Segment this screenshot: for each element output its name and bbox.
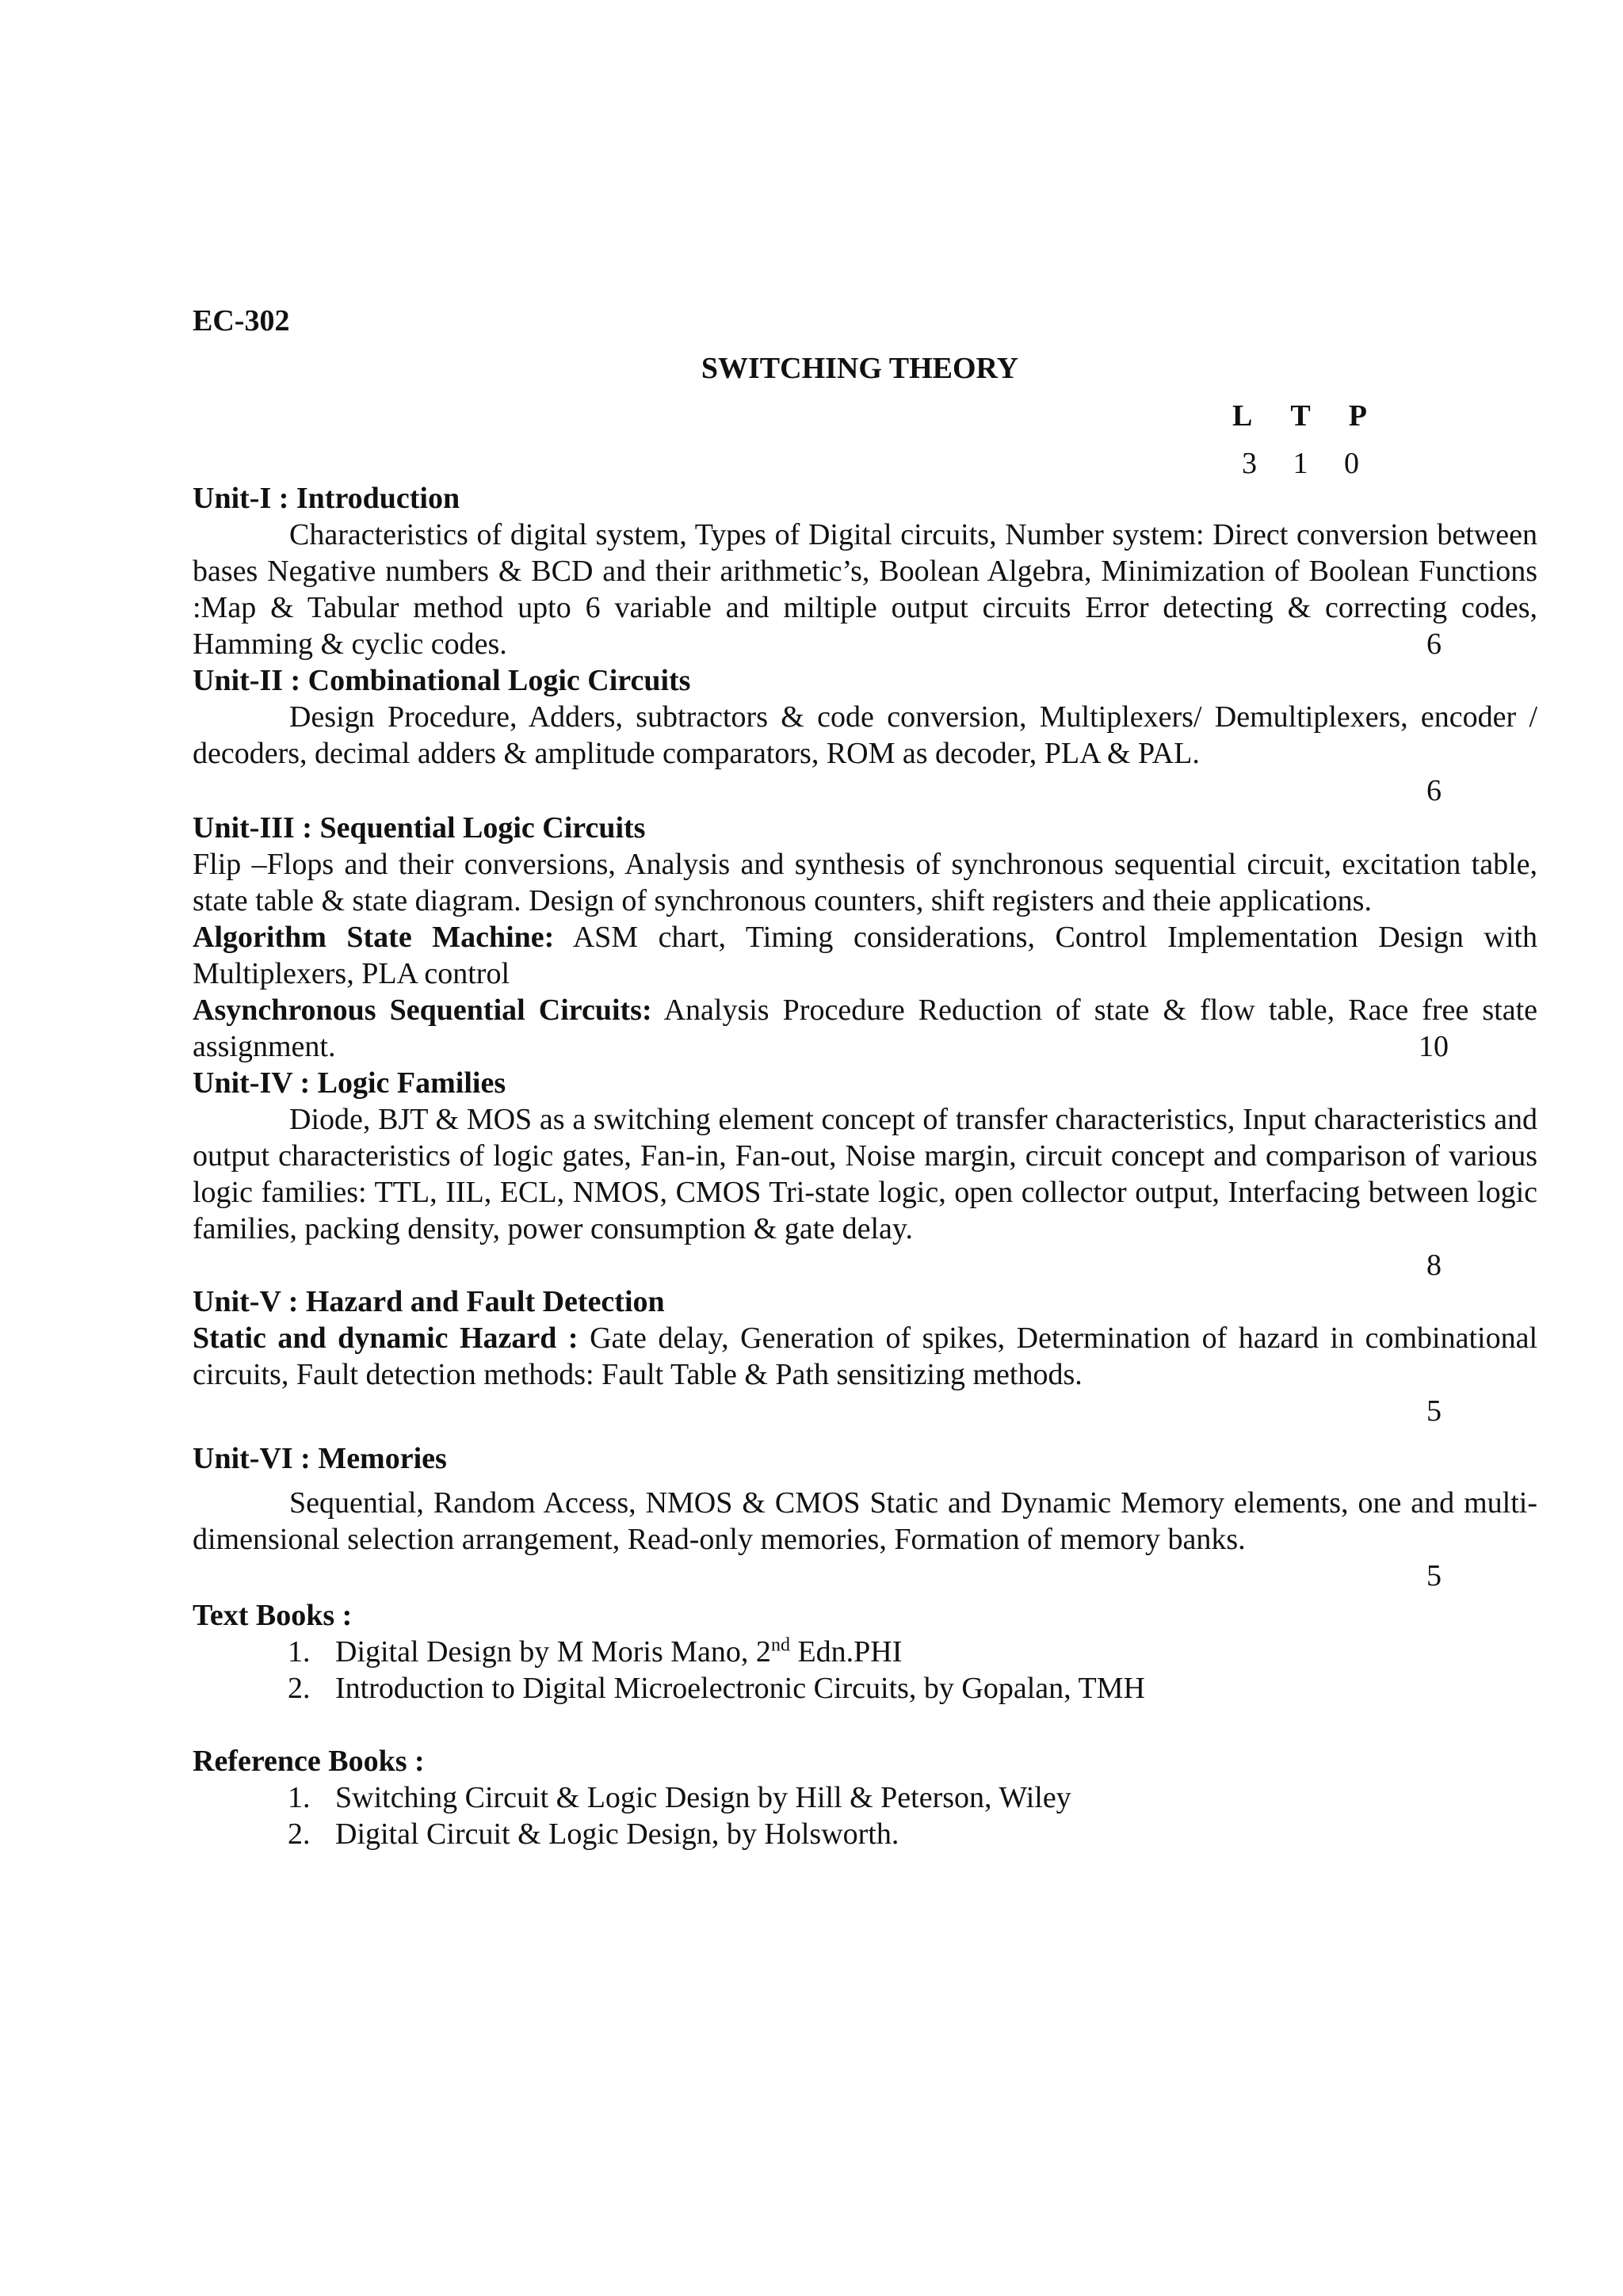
ltp-value-t: 1: [1293, 447, 1308, 480]
ltp-values: [1242, 445, 1359, 482]
unit-6: [193, 1440, 1537, 1558]
unit-hours: 10: [1419, 1030, 1449, 1063]
unit-4: [193, 1065, 1537, 1247]
subsection-text: ASM chart, Timing considerations, Control Implementation Design with Multiplexers, PLA control: [193, 921, 1537, 990]
unit-hours: 6: [1426, 627, 1442, 661]
unit-subsection: [193, 919, 1537, 992]
subsection-text: Analysis Procedure Reduction of state & flow table, Race free state assignment.: [193, 994, 1538, 1063]
ltp-header-t: T: [1290, 399, 1311, 433]
text-books-heading: Text Books :: [193, 1599, 353, 1632]
reference-books-list: [288, 1779, 1476, 1852]
subsection-label: Algorithm State Machine:: [193, 921, 555, 954]
list-item: [288, 1634, 1476, 1670]
course-title: SWITCHING THEORY: [701, 352, 1019, 385]
unit-description: Design Procedure, Adders, subtractors & code conversion, Multiplexers/ Demultiplexers, encoder / decoders, decimal adders & amplitude comparators, ROM as decoder, PLA & PAL.: [193, 700, 1537, 770]
unit-description: Diode, BJT & MOS as a switching element concept of transfer characteristics, Input characteristics and output characteristics of logic gates, Fan-in, Fan-out, Noise margin, circuit concept and comparison of various logic families: TTL, IIL, ECL, NMOS, CMOS Tri-state logic, open collector output, Interfacing between logic families, packing density, power consumption & gate delay.: [193, 1103, 1537, 1245]
list-text: [335, 1634, 902, 1670]
subsection-text: Gate delay, Generation of spikes, Determination of hazard in combinational circuits, Fault detection methods: Fault Table & Path sensitizing methods.: [193, 1322, 1538, 1391]
ltp-value-p: 0: [1344, 447, 1359, 480]
list-number: 2.: [288, 1817, 311, 1851]
list-item: [288, 1816, 1476, 1852]
subsection-label: Asynchronous Sequential Circuits:: [193, 994, 652, 1027]
reference-books-heading: Reference Books :: [193, 1745, 425, 1778]
unit-3: [193, 810, 1537, 1065]
unit-hours: 6: [1426, 774, 1442, 807]
list-text: Switching Circuit & Logic Design by Hill & Peterson, Wiley: [335, 1781, 1071, 1814]
text-books-list: [288, 1634, 1476, 1707]
list-item: [288, 1779, 1476, 1816]
list-text: Introduction to Digital Microelectronic Circuits, by Gopalan, TMH: [335, 1672, 1145, 1705]
unit-description: Sequential, Random Access, NMOS & CMOS Static and Dynamic Memory elements, one and multi-dimensional selection arrangement, Read-only memories, Formation of memory banks.: [193, 1486, 1537, 1556]
unit-subsection: [193, 1320, 1537, 1393]
ordinal-superscript: nd: [770, 1634, 790, 1656]
unit-2: [193, 662, 1537, 772]
unit-description: Characteristics of digital system, Types of Digital circuits, Number system: Direct conversion between bases Negative numbers & BCD and their arithmetic’s, Boolean Algebra, Minimization of Boolean Functions :Map & Tabular method upto 6 variable and miltiple output circuits Error detecting & correcting codes, Hamming & cyclic codes.: [193, 518, 1537, 661]
ltp-header-l: L: [1232, 399, 1253, 433]
unit-heading: Unit-IV : Logic Families: [193, 1066, 506, 1100]
course-code: EC-302: [193, 304, 290, 338]
ltp-header-p: P: [1348, 399, 1367, 433]
ltp-header: [1232, 398, 1367, 434]
ltp-value-l: 3: [1242, 447, 1257, 480]
unit-heading: Unit-I : Introduction: [193, 482, 460, 515]
unit-heading: Unit-V : Hazard and Fault Detection: [193, 1285, 665, 1318]
unit-hours: 5: [1426, 1394, 1442, 1428]
unit-5: [193, 1283, 1537, 1393]
unit-hours: 8: [1426, 1249, 1442, 1282]
unit-subsection: [193, 992, 1537, 1065]
list-number: 1.: [288, 1635, 311, 1669]
book-title-part: Digital Design by M Moris Mano, 2: [335, 1635, 771, 1669]
unit-heading: Unit-VI : Memories: [193, 1442, 447, 1475]
unit-1: [193, 480, 1537, 662]
unit-hours: 5: [1426, 1559, 1442, 1592]
list-item: [288, 1670, 1476, 1707]
list-number: 1.: [288, 1781, 311, 1814]
list-number: 2.: [288, 1672, 311, 1705]
list-text: Digital Circuit & Logic Design, by Holsworth.: [335, 1817, 899, 1851]
subsection-label: Static and dynamic Hazard :: [193, 1322, 579, 1355]
unit-heading: Unit-III : Sequential Logic Circuits: [193, 811, 646, 845]
unit-heading: Unit-II : Combinational Logic Circuits: [193, 664, 691, 697]
unit-description: Flip –Flops and their conversions, Analysis and synthesis of synchronous sequential circuit, excitation table, state table & state diagram. Design of synchronous counters, shift registers and theie applications.: [193, 848, 1537, 917]
book-title-part: Edn.PHI: [789, 1635, 903, 1669]
